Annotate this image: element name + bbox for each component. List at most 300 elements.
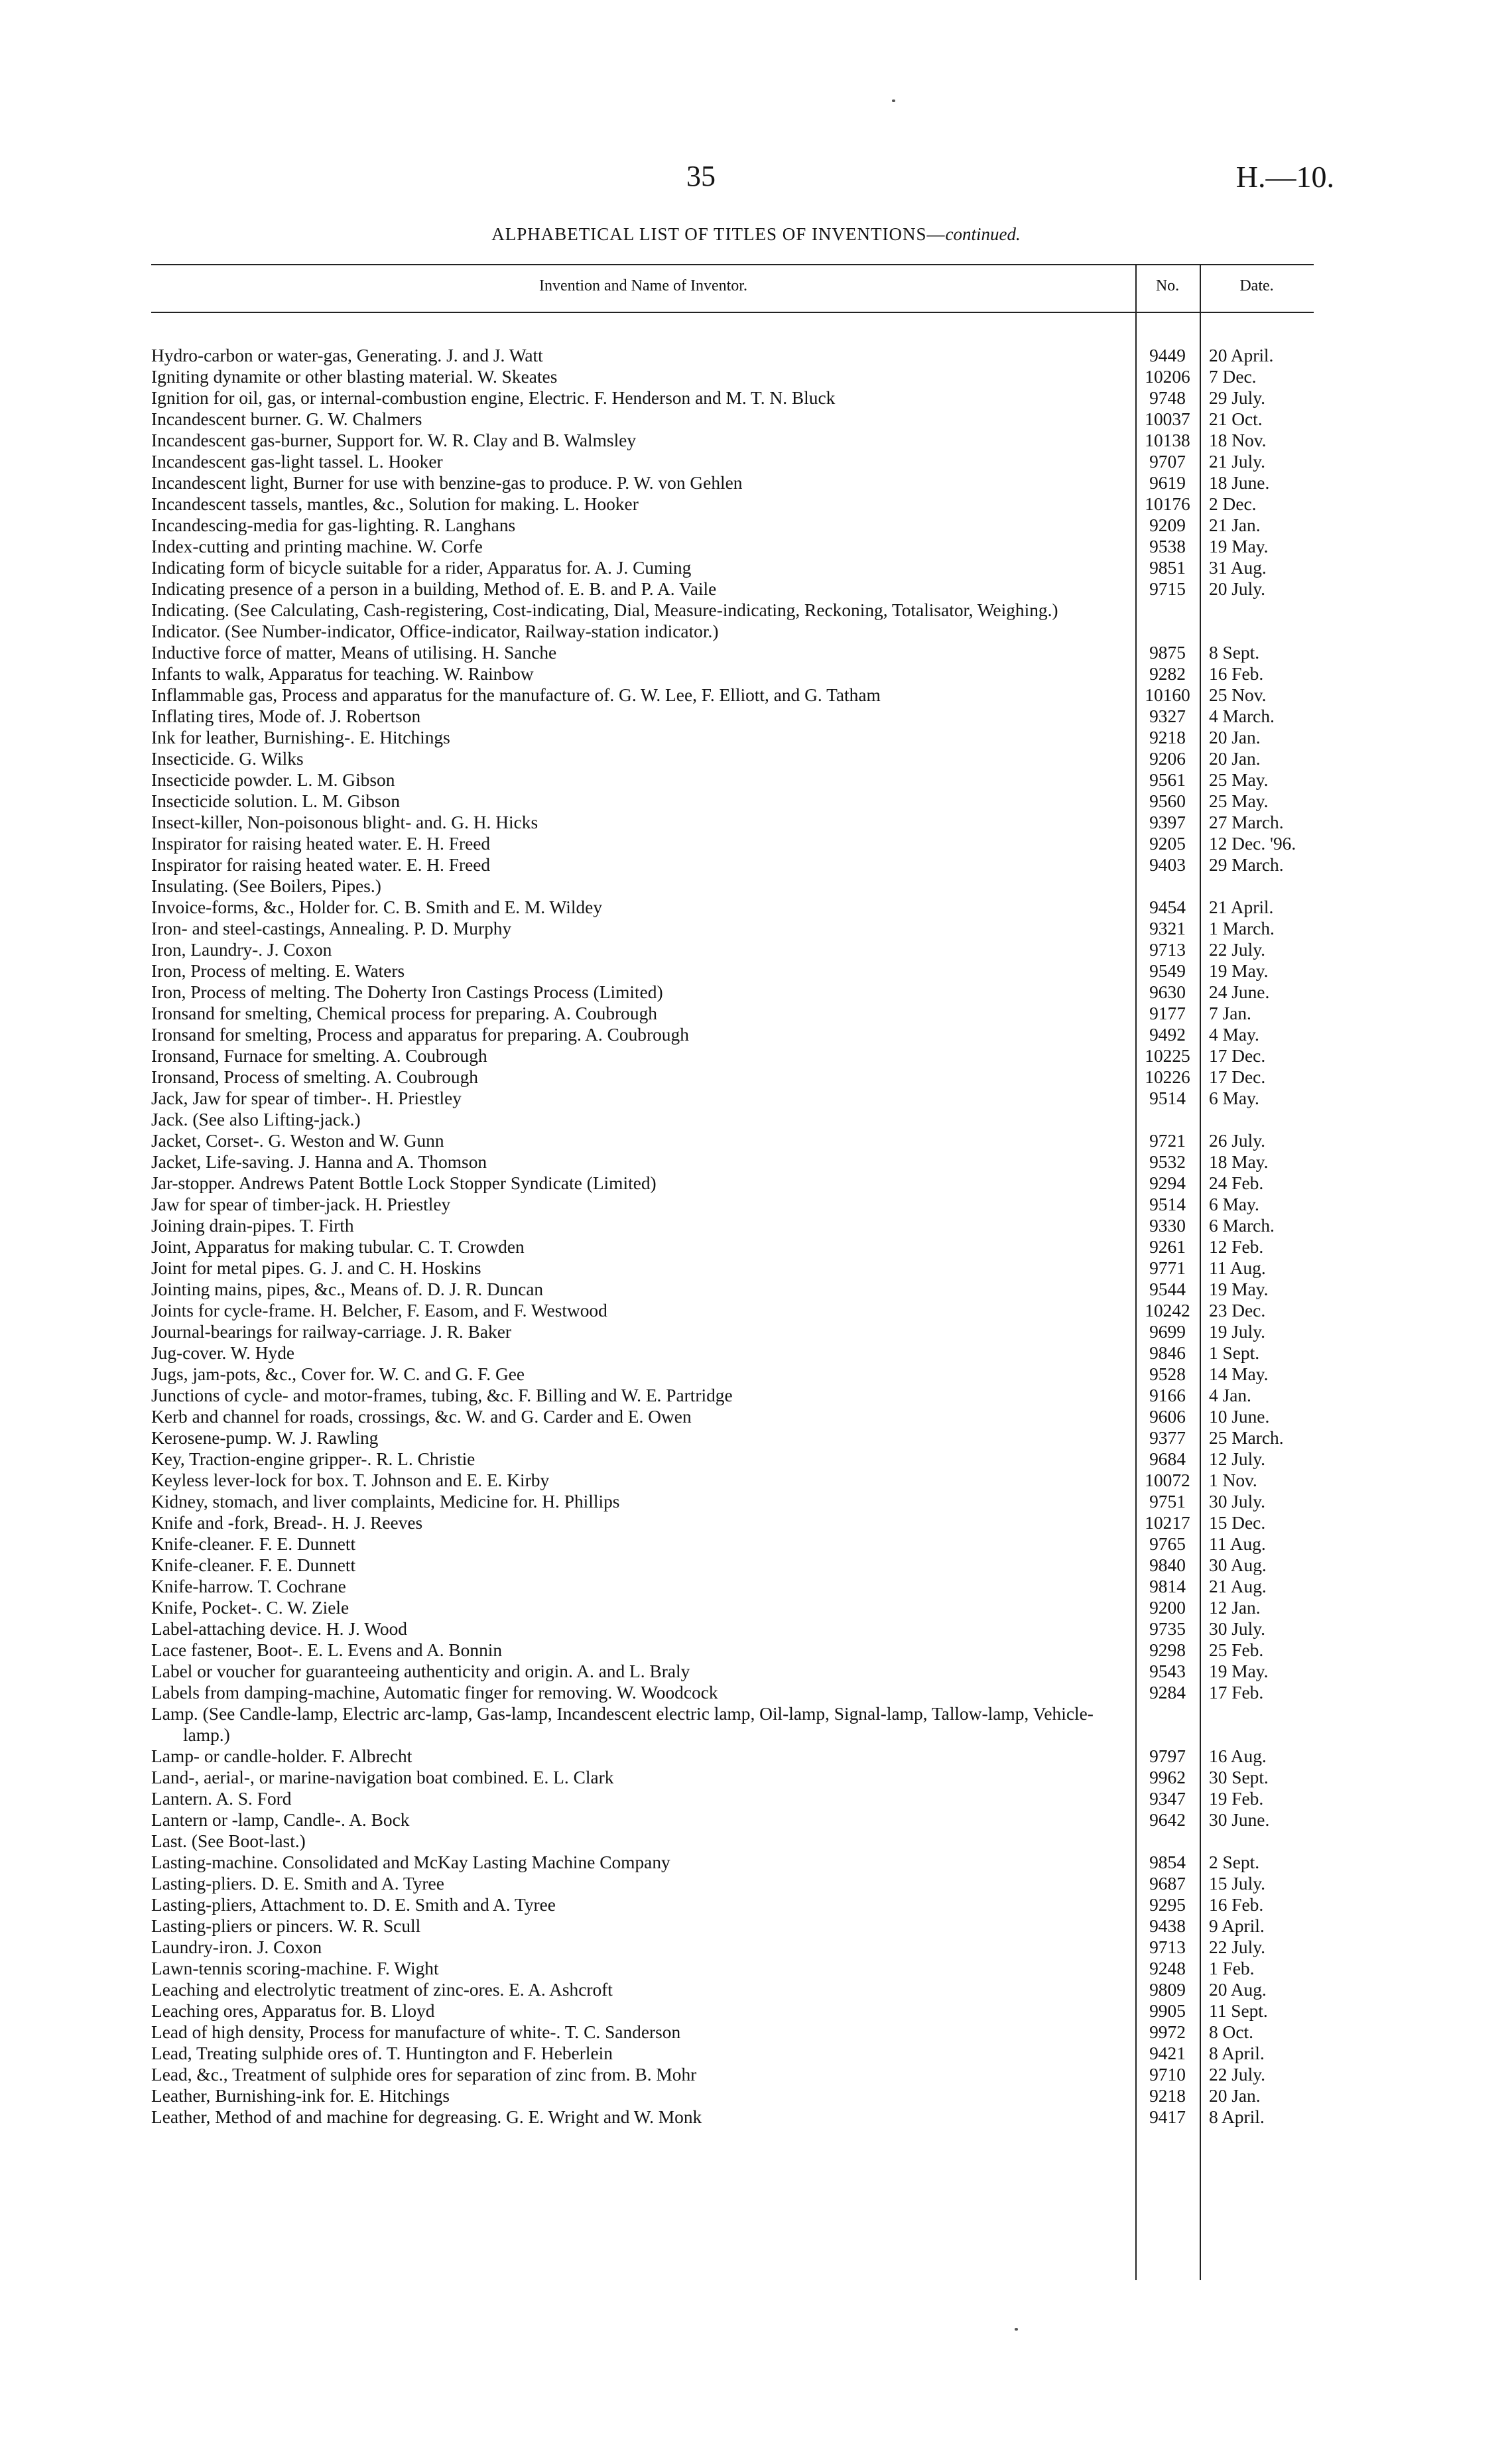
invention-title: Inspirator for raising heated water. E. H. Freed (151, 855, 491, 875)
table-row (151, 706, 1314, 727)
patent-number: 10225 (1145, 1046, 1190, 1066)
table-row (151, 472, 1314, 493)
table-row (151, 515, 1314, 536)
invention-title: Lead of high density, Process for manufacture of white-. T. C. Sanderson (151, 2022, 681, 2042)
application-date: 25 Feb. (1209, 1640, 1264, 1660)
application-date: 8 April. (1209, 2107, 1265, 2127)
application-date: 21 April. (1209, 897, 1274, 917)
invention-title: Lasting-pliers. D. E. Smith and A. Tyree (151, 1874, 444, 1894)
column-header-no: No. (1155, 277, 1180, 294)
table-row (151, 982, 1314, 1003)
application-date: 30 Sept. (1209, 1768, 1269, 1787)
patent-number: 10206 (1145, 367, 1190, 387)
table-row (151, 960, 1314, 982)
application-date: 9 April. (1209, 1916, 1265, 1936)
table-row (151, 451, 1314, 472)
invention-title: Last. (See Boot-last.) (151, 1831, 306, 1851)
application-date (1200, 1703, 1314, 1746)
table-row (151, 812, 1314, 833)
invention-title: Knife-harrow. T. Cochrane (151, 1576, 346, 1596)
application-date: 8 Sept. (1209, 643, 1260, 663)
table-row (151, 1088, 1314, 1109)
patent-number: 9809 (1149, 1980, 1186, 2000)
patent-number: 9543 (1149, 1661, 1186, 1681)
application-date: 16 Aug. (1209, 1746, 1267, 1766)
patent-number: 10217 (1145, 1513, 1190, 1533)
table-row (151, 1915, 1314, 1937)
application-date: 30 Aug. (1209, 1555, 1267, 1575)
patent-number: 9751 (1149, 1492, 1186, 1511)
table-header-rule (151, 312, 1314, 313)
application-date: 20 Jan. (1209, 2086, 1261, 2106)
application-date: 11 Aug. (1209, 1534, 1266, 1554)
patent-number: 9327 (1149, 706, 1186, 726)
application-date: 11 Sept. (1209, 2001, 1268, 2021)
application-date: 19 May. (1209, 1279, 1269, 1299)
application-date: 19 July. (1209, 1322, 1265, 1342)
patent-number: 9282 (1149, 664, 1186, 684)
table-row (151, 621, 1314, 642)
table-row (151, 2106, 1314, 2128)
table-row (151, 1937, 1314, 1958)
application-date: 12 Feb. (1209, 1237, 1264, 1257)
patent-number: 9771 (1149, 1258, 1186, 1278)
invention-title: Index-cutting and printing machine. W. Corfe (151, 537, 483, 556)
patent-number: 9713 (1149, 940, 1186, 960)
patent-number: 9218 (1149, 2086, 1186, 2106)
application-date: 22 July. (1209, 2065, 1265, 2085)
application-date: 6 May. (1209, 1088, 1259, 1108)
invention-title: Lantern. A. S. Ford (151, 1789, 292, 1809)
application-date: 20 Jan. (1209, 728, 1261, 747)
table-row (151, 1364, 1314, 1385)
patent-number: 10242 (1145, 1301, 1190, 1320)
application-date: 6 March. (1209, 1216, 1275, 1236)
application-date: 25 May. (1209, 770, 1269, 790)
table-row (151, 1809, 1314, 1831)
patent-number: 9814 (1149, 1576, 1186, 1596)
application-date: 2 Sept. (1209, 1852, 1260, 1872)
table-row (151, 536, 1314, 557)
table-row (151, 1300, 1314, 1321)
invention-title: Jacket, Corset-. G. Weston and W. Gunn (151, 1131, 444, 1151)
invention-title: Leather, Method of and machine for degreasing. G. E. Wright and W. Monk (151, 2107, 702, 2127)
patent-number: 9630 (1149, 982, 1186, 1002)
application-date: 25 Nov. (1209, 685, 1267, 705)
application-date: 12 July. (1209, 1449, 1265, 1469)
application-date (1200, 600, 1314, 621)
patent-number: 10037 (1145, 409, 1190, 429)
table-row (151, 918, 1314, 939)
invention-title: Land-, aerial-, or marine-navigation boat combined. E. L. Clark (151, 1768, 614, 1787)
invention-title: Lawn-tennis scoring-machine. F. Wight (151, 1959, 439, 1978)
patent-number: 9200 (1149, 1598, 1186, 1618)
table-row (151, 1958, 1314, 1979)
invention-title: Lasting-pliers or pincers. W. R. Scull (151, 1916, 421, 1936)
application-date: 20 April. (1209, 346, 1274, 365)
table-row (151, 1045, 1314, 1066)
patent-number: 9606 (1149, 1407, 1186, 1427)
application-date: 29 March. (1209, 855, 1284, 875)
table-row (151, 1342, 1314, 1364)
invention-title: Igniting dynamite or other blasting material. W. Skeates (151, 367, 558, 387)
application-date: 18 May. (1209, 1152, 1269, 1172)
application-date: 1 March. (1209, 919, 1275, 938)
patent-number: 9721 (1149, 1131, 1186, 1151)
invention-title: Hydro-carbon or water-gas, Generating. J. and J. Watt (151, 346, 543, 365)
application-date: 14 May. (1209, 1364, 1269, 1384)
patent-number: 10072 (1145, 1470, 1190, 1490)
invention-title: Label or voucher for guaranteeing authenticity and origin. A. and L. Braly (151, 1661, 690, 1681)
application-date: 19 May. (1209, 537, 1269, 556)
invention-title: Indicator. (See Number-indicator, Office-indicator, Railway-station indicator.) (151, 621, 719, 641)
inventions-table (151, 264, 1314, 2280)
table-row (151, 833, 1314, 854)
invention-title: Joint for metal pipes. G. J. and C. H. Hoskins (151, 1258, 481, 1278)
invention-title: Incandescent gas-burner, Support for. W. R. Clay and B. Walmsley (151, 430, 637, 450)
invention-title: Kidney, stomach, and liver complaints, Medicine for. H. Phillips (151, 1492, 620, 1511)
patent-number: 9538 (1149, 537, 1186, 556)
patent-number: 9421 (1149, 2043, 1186, 2063)
application-date: 18 Nov. (1209, 430, 1267, 450)
application-date: 11 Aug. (1209, 1258, 1266, 1278)
patent-number: 9248 (1149, 1959, 1186, 1978)
table-row (151, 1788, 1314, 1809)
invention-title: Iron, Laundry-. J. Coxon (151, 940, 332, 960)
reference-code: H.—10. (1235, 160, 1334, 194)
patent-number: 9209 (1149, 515, 1186, 535)
application-date: 26 July. (1209, 1131, 1265, 1151)
table-row (151, 387, 1314, 409)
invention-title: Jar-stopper. Andrews Patent Bottle Lock Stopper Syndicate (Limited) (151, 1173, 657, 1193)
table-row (151, 430, 1314, 451)
invention-title: Lasting-pliers, Attachment to. D. E. Smith and A. Tyree (151, 1895, 556, 1915)
invention-title: Inflammable gas, Process and apparatus for the manufacture of. G. W. Lee, F. Elliott, and G. Tatham (151, 685, 881, 705)
table-row (151, 1852, 1314, 1873)
application-date: 16 Feb. (1209, 1895, 1264, 1915)
patent-number: 9295 (1149, 1895, 1186, 1915)
application-date: 29 July. (1209, 388, 1265, 408)
table-row (151, 2064, 1314, 2085)
table-row (151, 1215, 1314, 1236)
patent-number: 9284 (1149, 1683, 1186, 1703)
invention-title: Indicating form of bicycle suitable for a rider, Apparatus for. A. J. Cuming (151, 558, 692, 578)
patent-number: 9797 (1149, 1746, 1186, 1766)
patent-number: 9330 (1149, 1216, 1186, 1236)
patent-number: 9417 (1149, 2107, 1186, 2127)
table-row (151, 727, 1314, 748)
patent-number: 9854 (1149, 1852, 1186, 1872)
invention-title: Key, Traction-engine gripper-. R. L. Christie (151, 1449, 475, 1469)
table-row (151, 1024, 1314, 1045)
table-row (151, 684, 1314, 706)
table-row (151, 854, 1314, 875)
patent-number: 9294 (1149, 1173, 1186, 1193)
table-row (151, 897, 1314, 918)
patent-number: 9875 (1149, 643, 1186, 663)
invention-title: Ironsand, Process of smelting. A. Coubrough (151, 1067, 478, 1087)
application-date: 22 July. (1209, 1937, 1265, 1957)
patent-number: 9166 (1149, 1385, 1186, 1405)
table-row (151, 875, 1314, 897)
patent-number: 10160 (1145, 685, 1190, 705)
table-row (151, 791, 1314, 812)
patent-number: 9403 (1149, 855, 1186, 875)
invention-title: Leaching ores, Apparatus for. B. Lloyd (151, 2001, 435, 2021)
patent-number: 9218 (1149, 728, 1186, 747)
table-row (151, 1661, 1314, 1682)
application-date: 30 June. (1209, 1810, 1270, 1830)
application-date: 19 May. (1209, 1661, 1269, 1681)
patent-number: 9905 (1149, 2001, 1186, 2021)
table-row (151, 1385, 1314, 1406)
invention-title: Lasting-machine. Consolidated and McKay Lasting Machine Company (151, 1852, 670, 1872)
list-title-main: ALPHABETICAL LIST OF TITLES OF INVENTIONS (491, 224, 927, 244)
patent-number: 9710 (1149, 2065, 1186, 2085)
application-date: 30 July. (1209, 1492, 1265, 1511)
invention-title: Joining drain-pipes. T. Firth (151, 1216, 354, 1236)
patent-number: 10226 (1145, 1067, 1190, 1087)
application-date (1200, 1109, 1314, 1130)
table-row (151, 1873, 1314, 1894)
list-title-continued: continued. (945, 224, 1021, 244)
application-date: 8 April. (1209, 2043, 1265, 2063)
invention-title: Inductive force of matter, Means of utilising. H. Sanche (151, 643, 557, 663)
patent-number: 9454 (1149, 897, 1186, 917)
application-date: 23 Dec. (1209, 1301, 1266, 1320)
application-date: 20 Aug. (1209, 1980, 1267, 2000)
application-date: 30 July. (1209, 1619, 1265, 1639)
application-date: 10 June. (1209, 1407, 1270, 1427)
table-row (151, 1236, 1314, 1257)
invention-title: Lace fastener, Boot-. E. L. Evens and A. Bonnin (151, 1640, 503, 1660)
invention-title: Jack. (See also Lifting-jack.) (151, 1110, 361, 1129)
invention-title: Knife-cleaner. F. E. Dunnett (151, 1534, 356, 1554)
invention-title: Ironsand for smelting, Chemical process for preparing. A. Coubrough (151, 1003, 657, 1023)
patent-number: 9205 (1149, 834, 1186, 854)
patent-number: 9377 (1149, 1428, 1186, 1448)
table-row (151, 1576, 1314, 1597)
table-row (151, 1130, 1314, 1151)
invention-title: Incandescent light, Burner for use with benzine-gas to produce. P. W. von Gehlen (151, 473, 743, 493)
invention-title: Incandescent tassels, mantles, &c., Solution for making. L. Hooker (151, 494, 639, 514)
application-date: 8 Oct. (1209, 2022, 1253, 2042)
table-row (151, 345, 1314, 366)
patent-number: 9206 (1149, 749, 1186, 769)
patent-number (1135, 621, 1200, 642)
patent-number: 9177 (1149, 1003, 1186, 1023)
application-date: 4 March. (1209, 706, 1275, 726)
table-row (151, 1427, 1314, 1448)
table-row (151, 2085, 1314, 2106)
invention-title: Ignition for oil, gas, or internal-combustion engine, Electric. F. Henderson and M. T. N. Bluck (151, 388, 836, 408)
patent-number: 9298 (1149, 1640, 1186, 1660)
table-row (151, 1533, 1314, 1555)
invention-title: Incandescent burner. G. W. Chalmers (151, 409, 422, 429)
patent-number: 9544 (1149, 1279, 1186, 1299)
invention-title: Leaching and electrolytic treatment of zinc-ores. E. A. Ashcroft (151, 1980, 613, 2000)
invention-title: Insect-killer, Non-poisonous blight- and. G. H. Hicks (151, 812, 538, 832)
application-date: 12 Jan. (1209, 1598, 1261, 1618)
patent-number: 9962 (1149, 1768, 1186, 1787)
patent-number: 9699 (1149, 1322, 1186, 1342)
invention-title: Insecticide powder. L. M. Gibson (151, 770, 395, 790)
table-row (151, 1003, 1314, 1024)
application-date: 16 Feb. (1209, 664, 1264, 684)
patent-number: 9619 (1149, 473, 1186, 493)
invention-title: Iron- and steel-castings, Annealing. P. D. Murphy (151, 919, 512, 938)
application-date: 12 Dec. '96. (1209, 834, 1296, 854)
table-row (151, 663, 1314, 684)
patent-number: 9321 (1149, 919, 1186, 938)
patent-number: 9642 (1149, 1810, 1186, 1830)
application-date: 22 July. (1209, 940, 1265, 960)
invention-title: Lead, &c., Treatment of sulphide ores for separation of zinc from. B. Mohr (151, 2065, 697, 2085)
invention-title: Joint, Apparatus for making tubular. C. T. Crowden (151, 1237, 525, 1257)
table-row (151, 1279, 1314, 1300)
table-row (151, 1109, 1314, 1130)
table-top-rule (151, 264, 1314, 265)
invention-title: Lamp- or candle-holder. F. Albrecht (151, 1746, 412, 1766)
application-date: 20 Jan. (1209, 749, 1261, 769)
application-date: 15 Dec. (1209, 1513, 1266, 1533)
invention-title: Label-attaching device. H. J. Wood (151, 1619, 407, 1639)
invention-title: Incandescing-media for gas-lighting. R. Langhans (151, 515, 516, 535)
invention-title: Indicating presence of a person in a building, Method of. E. B. and P. A. Vaile (151, 579, 717, 599)
invention-title: Laundry-iron. J. Coxon (151, 1937, 322, 1957)
application-date: 19 Feb. (1209, 1789, 1264, 1809)
table-row (151, 939, 1314, 960)
application-date: 24 Feb. (1209, 1173, 1264, 1193)
application-date: 2 Dec. (1209, 494, 1257, 514)
table-row (151, 1640, 1314, 1661)
invention-title: Labels from damping-machine, Automatic finger for removing. W. Woodcock (151, 1683, 718, 1703)
application-date: 21 Jan. (1209, 515, 1261, 535)
invention-title: Lamp. (See Candle-lamp, Electric arc-lamp, Gas-lamp, Incandescent electric lamp, Oil-lamp, Signal-lamp, Tallow-lamp, Vehicle-lamp.) (151, 1704, 1094, 1745)
invention-title: Lead, Treating sulphide ores of. T. Huntington and F. Heberlein (151, 2043, 613, 2063)
table-row (151, 1555, 1314, 1576)
table-row (151, 1597, 1314, 1618)
patent-number (1135, 875, 1200, 897)
patent-number (1135, 600, 1200, 621)
application-date: 6 May. (1209, 1194, 1259, 1214)
invention-title: Kerosene-pump. W. J. Rawling (151, 1428, 379, 1448)
patent-number: 10176 (1145, 494, 1190, 514)
application-date: 21 Aug. (1209, 1576, 1267, 1596)
application-date: 17 Dec. (1209, 1046, 1266, 1066)
patent-number (1135, 1703, 1200, 1746)
table-row (151, 2000, 1314, 2022)
application-date: 7 Jan. (1209, 1003, 1251, 1023)
invention-title: Knife and -fork, Bread-. H. J. Reeves (151, 1513, 423, 1533)
patent-number: 9492 (1149, 1025, 1186, 1045)
application-date: 27 March. (1209, 812, 1284, 832)
application-date: 20 July. (1209, 579, 1265, 599)
scan-speck (1015, 2328, 1018, 2331)
application-date: 15 July. (1209, 1874, 1265, 1894)
application-date: 1 Nov. (1209, 1470, 1257, 1490)
invention-title: Jointing mains, pipes, &c., Means of. D. J. R. Duncan (151, 1279, 544, 1299)
table-row (151, 1173, 1314, 1194)
table-row (151, 1406, 1314, 1427)
table-row (151, 557, 1314, 578)
table-row (151, 366, 1314, 387)
table-row (151, 1151, 1314, 1173)
patent-number: 9532 (1149, 1152, 1186, 1172)
patent-number: 9972 (1149, 2022, 1186, 2042)
invention-title: Knife-cleaner. F. E. Dunnett (151, 1555, 356, 1575)
patent-number: 9449 (1149, 346, 1186, 365)
invention-title: Iron, Process of melting. The Doherty Iron Castings Process (Limited) (151, 982, 663, 1002)
table-row (151, 769, 1314, 791)
table-row (151, 1194, 1314, 1215)
patent-number: 9528 (1149, 1364, 1186, 1384)
table-row (151, 2022, 1314, 2043)
application-date: 4 May. (1209, 1025, 1259, 1045)
application-date (1200, 1831, 1314, 1852)
patent-number: 9687 (1149, 1874, 1186, 1894)
patent-number: 10138 (1145, 430, 1190, 450)
table-row (151, 493, 1314, 515)
application-date: 21 July. (1209, 452, 1265, 472)
table-row (151, 1979, 1314, 2000)
application-date: 19 May. (1209, 961, 1269, 981)
invention-title: Leather, Burnishing-ink for. E. Hitchings (151, 2086, 450, 2106)
patent-number: 9514 (1149, 1194, 1186, 1214)
invention-title: Jacket, Life-saving. J. Hanna and A. Thomson (151, 1152, 487, 1172)
patent-number: 9851 (1149, 558, 1186, 578)
application-date (1200, 621, 1314, 642)
invention-title: Jaw for spear of timber-jack. H. Priestley (151, 1194, 451, 1214)
patent-number: 9560 (1149, 791, 1186, 811)
invention-title: Kerb and channel for roads, crossings, &c. W. and G. Carder and E. Owen (151, 1407, 692, 1427)
invention-title: Journal-bearings for railway-carriage. J. R. Baker (151, 1322, 512, 1342)
patent-number: 9561 (1149, 770, 1186, 790)
invention-title: Jugs, jam-pots, &c., Cover for. W. C. and G. F. Gee (151, 1364, 525, 1384)
invention-title: Jack, Jaw for spear of timber-. H. Priestley (151, 1088, 462, 1108)
patent-number: 9549 (1149, 961, 1186, 981)
application-date: 31 Aug. (1209, 558, 1267, 578)
patent-number: 9707 (1149, 452, 1186, 472)
application-date: 17 Dec. (1209, 1067, 1266, 1087)
application-date: 4 Jan. (1209, 1385, 1251, 1405)
invention-title: Ironsand, Furnace for smelting. A. Coubrough (151, 1046, 487, 1066)
invention-title: Insecticide solution. L. M. Gibson (151, 791, 401, 811)
table-row (151, 1321, 1314, 1342)
table-row (151, 1257, 1314, 1279)
table-row (151, 1746, 1314, 1767)
patent-number: 9347 (1149, 1789, 1186, 1809)
invention-title: Lantern or -lamp, Candle-. A. Bock (151, 1810, 410, 1830)
application-date: 17 Feb. (1209, 1683, 1264, 1703)
invention-title: Joints for cycle-frame. H. Belcher, F. Easom, and F. Westwood (151, 1301, 607, 1320)
invention-title: Insulating. (See Boilers, Pipes.) (151, 876, 381, 896)
patent-number: 9846 (1149, 1343, 1186, 1363)
table-row (151, 1470, 1314, 1491)
invention-title: Keyless lever-lock for box. T. Johnson and E. E. Kirby (151, 1470, 550, 1490)
patent-number: 9765 (1149, 1534, 1186, 1554)
list-title: ALPHABETICAL LIST OF TITLES OF INVENTIONS—continued. (491, 224, 1021, 244)
patent-number (1135, 1109, 1200, 1130)
invention-title: Ink for leather, Burnishing-. E. Hitchings (151, 728, 450, 747)
table-row (151, 1491, 1314, 1512)
table-row (151, 748, 1314, 769)
patent-number: 9397 (1149, 812, 1186, 832)
page-number: 35 (686, 160, 716, 192)
patent-number: 9840 (1149, 1555, 1186, 1575)
table-row (151, 1894, 1314, 1915)
patent-number: 9735 (1149, 1619, 1186, 1639)
